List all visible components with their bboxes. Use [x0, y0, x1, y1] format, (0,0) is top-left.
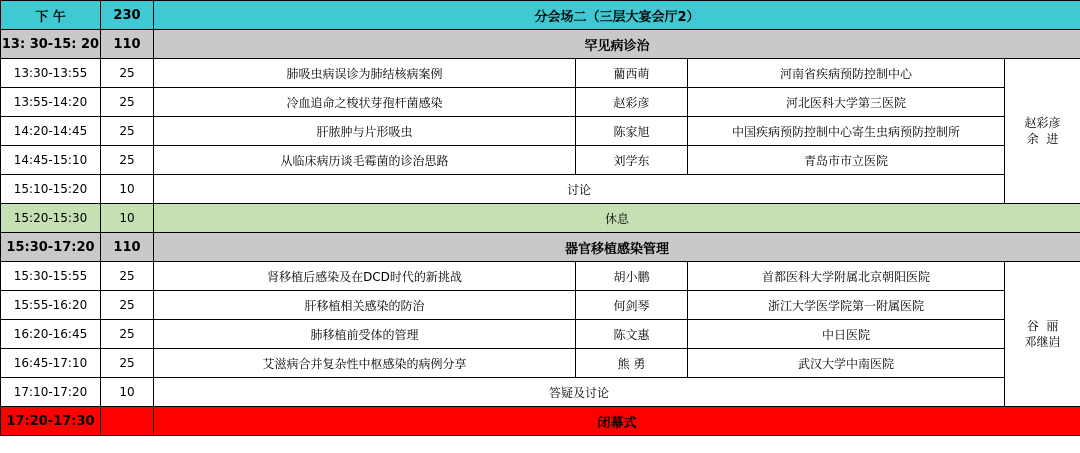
talk-topic: 肺吸虫病误诊为肺结核病案例 — [154, 59, 576, 88]
venue-title: 分会场二（三层大宴会厅2） — [154, 1, 1080, 30]
table-row — [1, 117, 1080, 146]
break-row — [1, 204, 1080, 233]
table-row — [1, 291, 1080, 320]
discussion-row — [1, 378, 1080, 407]
talk-speaker: 赵彩彦 — [576, 88, 688, 117]
talk-affiliation: 浙江大学医学院第一附属医院 — [688, 291, 1005, 320]
talk-time: 15:55-16:20 — [1, 291, 101, 320]
talk-speaker: 刘学东 — [576, 146, 688, 175]
table-row — [1, 146, 1080, 175]
table-row — [1, 59, 1080, 88]
talk-affiliation: 中日医院 — [688, 320, 1005, 349]
talk-minutes: 25 — [101, 320, 154, 349]
talk-minutes: 25 — [101, 291, 154, 320]
talk-speaker: 熊 勇 — [576, 349, 688, 378]
talk-affiliation: 武汉大学中南医院 — [688, 349, 1005, 378]
talk-topic: 肝移植相关感染的防治 — [154, 291, 576, 320]
moderators-cell — [1005, 262, 1080, 407]
talk-affiliation: 青岛市市立医院 — [688, 146, 1005, 175]
closing-time: 17:20-17:30 — [1, 407, 101, 436]
header-row — [1, 1, 1080, 30]
talk-minutes: 25 — [101, 146, 154, 175]
session-minutes: 110 — [101, 233, 154, 262]
period-cell: 下 午 — [1, 1, 101, 30]
closing-label: 闭幕式 — [154, 407, 1080, 436]
talk-time: 13:30-13:55 — [1, 59, 101, 88]
talk-affiliation: 中国疾病预防控制中心寄生虫病预防控制所 — [688, 117, 1005, 146]
talk-time: 14:45-15:10 — [1, 146, 101, 175]
discussion-row — [1, 175, 1080, 204]
talk-speaker: 陈家旭 — [576, 117, 688, 146]
break-minutes: 10 — [101, 204, 154, 233]
talk-affiliation: 河北医科大学第三医院 — [688, 88, 1005, 117]
talk-time: 16:45-17:10 — [1, 349, 101, 378]
talk-topic: 艾滋病合并复杂性中枢感染的病例分享 — [154, 349, 576, 378]
talk-time: 13:55-14:20 — [1, 88, 101, 117]
talk-topic: 冷血追命之梭状芽孢杆菌感染 — [154, 88, 576, 117]
talk-speaker: 陈文惠 — [576, 320, 688, 349]
talk-minutes: 25 — [101, 349, 154, 378]
talk-topic: 肾移植后感染及在DCD时代的新挑战 — [154, 262, 576, 291]
session-title: 罕见病诊治 — [154, 30, 1080, 59]
table-row — [1, 88, 1080, 117]
session-title: 器官移植感染管理 — [154, 233, 1080, 262]
talk-affiliation: 首都医科大学附属北京朝阳医院 — [688, 262, 1005, 291]
talk-minutes: 25 — [101, 262, 154, 291]
talk-speaker: 胡小鹏 — [576, 262, 688, 291]
session-minutes: 110 — [101, 30, 154, 59]
discussion-minutes: 10 — [101, 378, 154, 407]
break-label: 休息 — [154, 204, 1080, 233]
talk-topic: 从临床病历谈毛霉菌的诊治思路 — [154, 146, 576, 175]
session-row-2 — [1, 233, 1080, 262]
talk-time: 15:30-15:55 — [1, 262, 101, 291]
talk-minutes: 25 — [101, 88, 154, 117]
discussion-time: 15:10-15:20 — [1, 175, 101, 204]
table-row — [1, 262, 1080, 291]
talk-topic: 肝脓肿与片形吸虫 — [154, 117, 576, 146]
talk-speaker: 藺西萌 — [576, 59, 688, 88]
talk-minutes: 25 — [101, 59, 154, 88]
talk-time: 14:20-14:45 — [1, 117, 101, 146]
moderators-text: 谷 丽 邓继岿 — [1024, 319, 1061, 349]
talk-affiliation: 河南省疾病预防控制中心 — [688, 59, 1005, 88]
break-time: 15:20-15:30 — [1, 204, 101, 233]
moderators-text: 赵彩彦 余 进 — [1024, 116, 1061, 146]
discussion-time: 17:10-17:20 — [1, 378, 101, 407]
moderators-cell — [1005, 59, 1080, 204]
table-row — [1, 320, 1080, 349]
session-time: 13: 30-15: 20 — [1, 30, 101, 59]
table-row — [1, 349, 1080, 378]
closing-minutes — [101, 407, 154, 436]
talk-minutes: 25 — [101, 117, 154, 146]
discussion-label: 答疑及讨论 — [154, 378, 1005, 407]
talk-time: 16:20-16:45 — [1, 320, 101, 349]
closing-row — [1, 407, 1080, 436]
total-minutes-cell: 230 — [101, 1, 154, 30]
talk-topic: 肺移植前受体的管理 — [154, 320, 576, 349]
session-row-1 — [1, 30, 1080, 59]
discussion-minutes: 10 — [101, 175, 154, 204]
discussion-label: 讨论 — [154, 175, 1005, 204]
session-time: 15:30-17:20 — [1, 233, 101, 262]
talk-speaker: 何剑琴 — [576, 291, 688, 320]
